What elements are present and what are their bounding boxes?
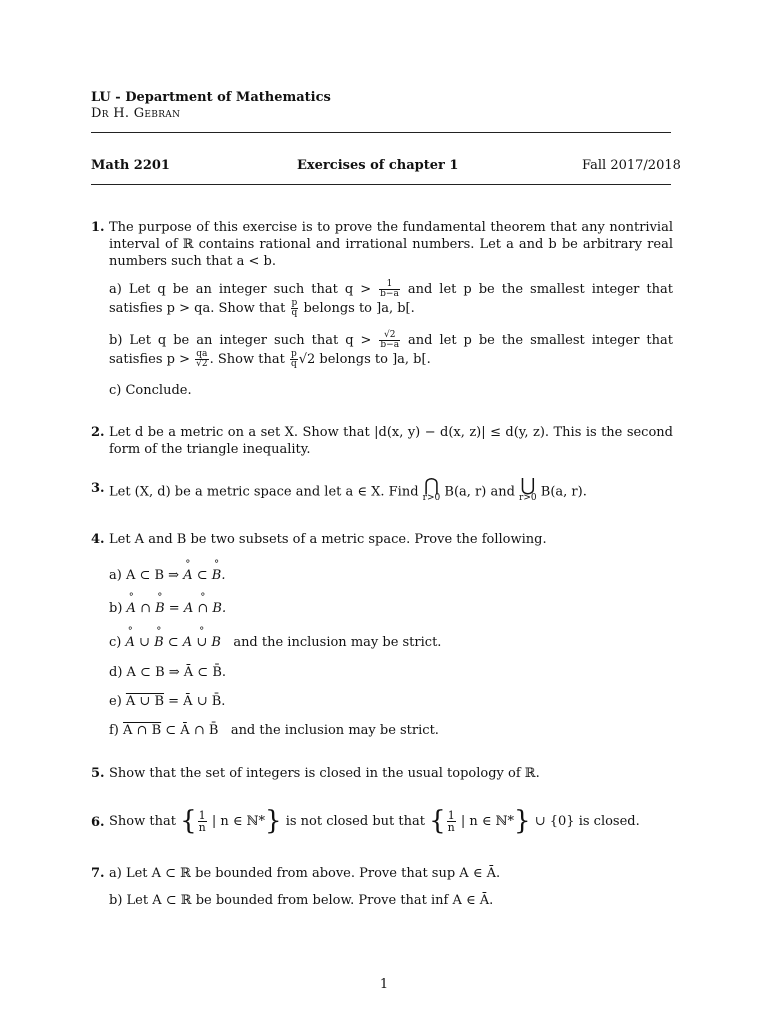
exercise-text: B(a, r). — [540, 484, 587, 500]
fraction: $\frac{qa}{√2}$ — [196, 349, 208, 369]
part-text: . Show that — [209, 352, 285, 367]
exercise-4 — [91, 531, 673, 548]
set-condition: n ∈ ℕ* — [469, 814, 515, 829]
exercise-text: Let A and B be two subsets of a metric space. Prove the following. — [109, 532, 547, 547]
part-text: b) Let q be an integer such that q > — [109, 333, 372, 348]
exercise-5 — [91, 765, 673, 782]
intersection-operator: ⋂ r>0 — [422, 475, 441, 503]
exercise-4-part-e — [109, 693, 673, 710]
fraction: $\frac{1}{b-a}$ — [380, 279, 399, 299]
term-label: Fall 2017/2018 — [582, 158, 681, 173]
exercise-4-part-c: c) ° A ∪ ° B ⊂ A ° ∪ B and the inclusion may be strict. — [109, 634, 673, 651]
part-text: and let p be the smallest integer that satisfies p > qa. Show that — [109, 282, 673, 316]
part-note: and the inclusion may be strict. — [230, 723, 439, 738]
exercise-number: 1. — [91, 220, 105, 235]
exercise-text: Show that the set of integers is closed in the usual topology of ℝ. — [109, 766, 540, 781]
part-text: c) — [109, 635, 122, 650]
exercise-7 — [91, 865, 673, 882]
exercise-text: Let d be a metric on a set X. Show that |d(x, y) − d(x, z)| ≤ d(y, z). This is the second form of the triangle inequality. — [109, 425, 673, 457]
exercise-number: 4. — [91, 532, 105, 547]
closure-expression: A ∪ B — [125, 694, 165, 709]
fraction: $\frac{p}{q}$ — [291, 298, 298, 318]
fraction: $\frac{p}{q}$ — [290, 349, 297, 369]
fraction: $\frac{1}{n}$ — [447, 809, 455, 834]
department-name: LU - Department of Mathematics — [91, 90, 331, 105]
exercise-1-part-a — [109, 280, 673, 318]
exercise-2 — [91, 424, 673, 458]
closure-expression: A ∩ B — [123, 723, 162, 738]
exercise-4-part-d: d) A ⊂ B ⇒ Ā ⊂ B̄. — [109, 665, 227, 680]
exercise-number: 3. — [91, 481, 105, 496]
part-text: a) Let q be an integer such that q > — [109, 282, 372, 297]
exercise-6: 6. Show that { $\frac{1}{n}$ | n ∈ ℕ*} is not closed but that { $\frac{1}{n}$ | n ∈ ℕ*} ∪ {0} is closed. — [91, 806, 640, 836]
part-text: and let p be the smallest integer that satisfies p > — [109, 333, 673, 367]
exercise-7-part-a: a) Let A ⊂ ℝ be bounded from above. Prove that sup A ∈ Ā. — [109, 866, 501, 881]
exercise-text: Let (X, d) be a metric space and let a ∈ X. Find — [109, 484, 419, 500]
header-rule-bottom — [91, 184, 671, 185]
exercise-number: 6. — [91, 815, 105, 830]
part-text: f) — [109, 723, 119, 738]
document-title: Exercises of chapter 1 — [297, 158, 459, 173]
fraction: $\frac{√2}{b-a}$ — [380, 330, 400, 350]
exercise-text: Show that — [109, 814, 176, 829]
exercise-3 — [91, 475, 673, 504]
fraction: $\frac{1}{n}$ — [198, 809, 206, 834]
exercise-4-part-b: b) ° A ∩ ° B = A ° ∩ B. — [109, 600, 673, 617]
header-rule-top — [91, 132, 671, 133]
course-code: Math 2201 — [91, 158, 170, 173]
exercise-text: ∪ {0} is closed. — [534, 814, 640, 829]
exercise-number: 7. — [91, 866, 105, 881]
exercise-number: 5. — [91, 766, 105, 781]
exercise-text: B(a, r) and — [444, 484, 515, 500]
part-text: = Ā ∪ B̄. — [168, 694, 226, 709]
part-text: e) — [109, 694, 122, 709]
part-text: belongs to ]a, b[. — [303, 301, 415, 316]
exercise-7-part-b: b) Let A ⊂ ℝ be bounded from below. Prove that inf A ∈ Ā. — [109, 893, 494, 908]
exercise-number: 2. — [91, 425, 105, 440]
union-operator: ⋃ r>0 — [519, 475, 537, 503]
author-name: Dr H. Gebran — [91, 106, 181, 121]
page-number: 1 — [379, 977, 389, 992]
exercise-1 — [91, 219, 673, 270]
set-condition: n ∈ ℕ* — [220, 814, 266, 829]
exercise-1-part-b — [109, 331, 673, 369]
part-text: ⊂ Ā ∩ B̄ — [165, 723, 219, 738]
part-text: a) A ⊂ B ⇒ — [109, 568, 180, 583]
part-note: and the inclusion may be strict. — [233, 635, 442, 650]
exercise-text: is not closed but that — [285, 814, 425, 829]
exercise-4-part-f — [109, 722, 673, 739]
part-text: √2 belongs to ]a, b[. — [298, 352, 431, 367]
exercise-4-part-a: a) A ⊂ B ⇒ ° A ⊂ ° B. — [109, 567, 673, 584]
exercise-text: The purpose of this exercise is to prove the fundamental theorem that any nontrivial interval of ℝ contains rational and irrational numbers. Let a and b be arbitrary real numbers such that a < b. — [109, 220, 673, 269]
part-text: b) — [109, 601, 123, 616]
exercise-1-part-c: c) Conclude. — [109, 383, 192, 398]
